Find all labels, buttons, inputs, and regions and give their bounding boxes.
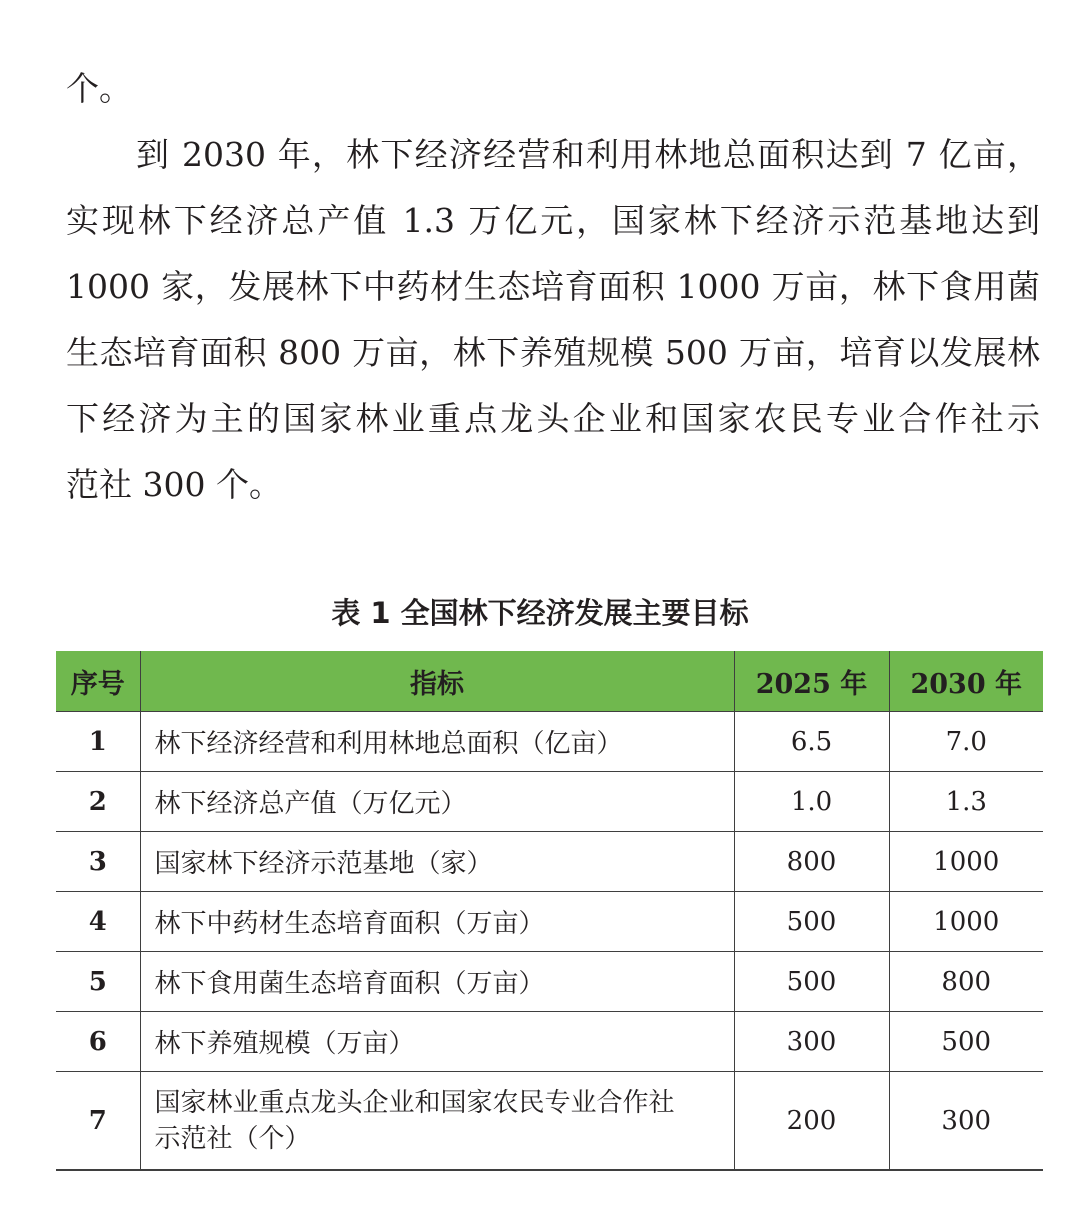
row-value-2025: 800 bbox=[734, 832, 889, 892]
paragraph-line: 个。 bbox=[66, 69, 132, 108]
row-indicator bbox=[140, 1072, 734, 1171]
row-indicator: 林下中药材生态培育面积（万亩） bbox=[140, 892, 734, 952]
table-row bbox=[56, 832, 1043, 892]
row-index: 4 bbox=[56, 892, 140, 952]
row-value-2025: 1.0 bbox=[734, 772, 889, 832]
row-indicator-line: 国家林业重点龙头企业和国家农民专业合作社 bbox=[154, 1087, 675, 1118]
row-index: 7 bbox=[56, 1072, 140, 1171]
table-row bbox=[56, 892, 1043, 952]
row-value-2030: 1000 bbox=[889, 832, 1043, 892]
paragraph-line: 生态培育面积 800 万亩，林下养殖规模 500 万亩，培育以发展林 bbox=[66, 333, 1040, 372]
table-row bbox=[56, 712, 1043, 772]
row-value-2030: 7.0 bbox=[889, 712, 1043, 772]
row-indicator: 林下养殖规模（万亩） bbox=[140, 1012, 734, 1072]
row-indicator: 国家林下经济示范基地（家） bbox=[140, 832, 734, 892]
paragraph-line: 下经济为主的国家林业重点龙头企业和国家农民专业合作社示 bbox=[66, 399, 1040, 438]
row-value-2025: 500 bbox=[734, 952, 889, 1012]
header-2025: 2025 年 bbox=[734, 651, 889, 712]
row-indicator: 林下经济总产值（万亿元） bbox=[140, 772, 734, 832]
paragraph-line: 到 2030 年，林下经济经营和利用林地总面积达到 7 亿亩， bbox=[136, 135, 1040, 174]
header-index: 序号 bbox=[56, 651, 140, 712]
row-value-2030: 500 bbox=[889, 1012, 1043, 1072]
row-index: 6 bbox=[56, 1012, 140, 1072]
row-indicator: 林下食用菌生态培育面积（万亩） bbox=[140, 952, 734, 1012]
row-indicator-line: 示范社（个） bbox=[154, 1123, 311, 1154]
table-title: 表 1 全国林下经济发展主要目标 bbox=[331, 596, 749, 630]
row-value-2030: 1000 bbox=[889, 892, 1043, 952]
table-header-row bbox=[56, 651, 1043, 712]
targets-table bbox=[56, 651, 1043, 1171]
row-value-2025: 300 bbox=[734, 1012, 889, 1072]
row-value-2030: 1.3 bbox=[889, 772, 1043, 832]
row-indicator: 林下经济经营和利用林地总面积（亿亩） bbox=[140, 712, 734, 772]
row-value-2030: 300 bbox=[889, 1072, 1043, 1171]
paragraph-line: 1000 家，发展林下中药材生态培育面积 1000 万亩，林下食用菌 bbox=[66, 267, 1040, 306]
row-value-2025: 500 bbox=[734, 892, 889, 952]
row-index: 5 bbox=[56, 952, 140, 1012]
row-value-2025: 6.5 bbox=[734, 712, 889, 772]
table-row bbox=[56, 1012, 1043, 1072]
row-value-2030: 800 bbox=[889, 952, 1043, 1012]
table-row bbox=[56, 1072, 1043, 1171]
header-2030: 2030 年 bbox=[889, 651, 1043, 712]
paragraph-line: 范社 300 个。 bbox=[66, 465, 282, 504]
row-index: 1 bbox=[56, 712, 140, 772]
body-paragraph bbox=[66, 56, 1040, 518]
row-index: 2 bbox=[56, 772, 140, 832]
paragraph-line: 实现林下经济总产值 1.3 万亿元，国家林下经济示范基地达到 bbox=[66, 201, 1040, 240]
table-row bbox=[56, 772, 1043, 832]
row-index: 3 bbox=[56, 832, 140, 892]
table-row bbox=[56, 952, 1043, 1012]
header-indicator: 指标 bbox=[140, 651, 734, 712]
row-value-2025: 200 bbox=[734, 1072, 889, 1171]
